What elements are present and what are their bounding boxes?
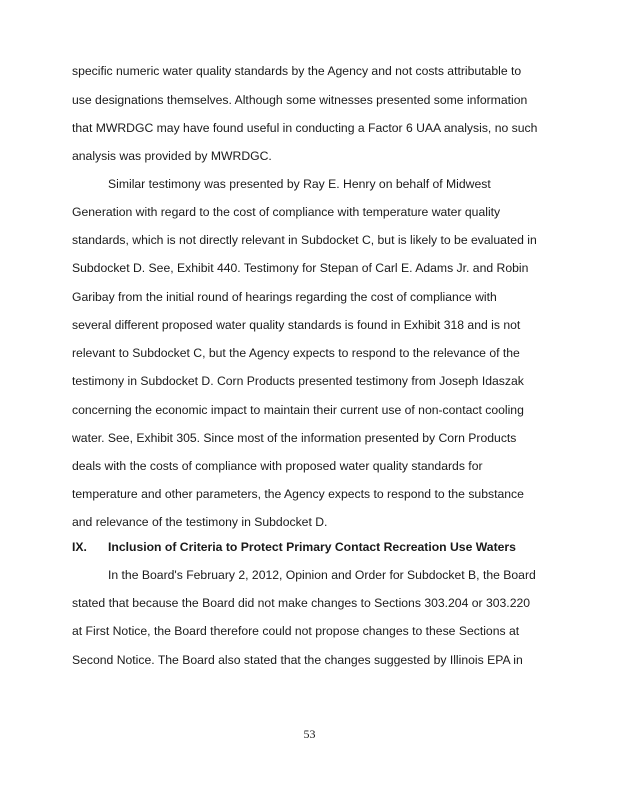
text-line: Subdocket D. See, Exhibit 440. Testimony for Stepan of Carl E. Adams Jr. and Robin (72, 261, 529, 275)
text-line: In the Board's February 2, 2012, Opinion and Order for Subdocket B, the Board (108, 568, 536, 582)
text-line: standards, which is not directly relevant in Subdocket C, but is likely to be evaluated in (72, 233, 537, 247)
text-line: temperature and other parameters, the Agency expects to respond to the substance (72, 487, 524, 501)
section-title: Inclusion of Criteria to Protect Primary Contact Recreation Use Waters (108, 540, 516, 554)
page-number: 53 (303, 727, 316, 741)
text-line: deals with the costs of compliance with proposed water quality standards for (72, 459, 483, 473)
text-line: that MWRDGC may have found useful in conducting a Factor 6 UAA analysis, no such (72, 121, 538, 135)
text-line: Second Notice. The Board also stated that the changes suggested by Illinois EPA in (72, 653, 523, 667)
text-line: Garibay from the initial round of hearings regarding the cost of compliance with (72, 290, 497, 304)
section-number: IX. (72, 540, 87, 554)
text-line: and relevance of the testimony in Subdocket D. (72, 515, 328, 529)
section-heading (72, 540, 516, 554)
text-line: specific numeric water quality standards by the Agency and not costs attributable to (72, 64, 522, 78)
text-line: at First Notice, the Board therefore could not propose changes to these Sections at (72, 624, 520, 638)
text-line: concerning the economic impact to maintain their current use of non-contact cooling (72, 403, 524, 417)
text-line: testimony in Subdocket D. Corn Products presented testimony from Joseph Idaszak (72, 374, 524, 388)
text-line: use designations themselves. Although some witnesses presented some information (72, 93, 528, 107)
text-line: Similar testimony was presented by Ray E. Henry on behalf of Midwest (108, 177, 491, 191)
text-line: stated that because the Board did not make changes to Sections 303.204 or 303.220 (72, 596, 531, 610)
text-line: water. See, Exhibit 305. Since most of the information presented by Corn Products (72, 431, 517, 445)
text-line: analysis was provided by MWRDGC. (72, 149, 272, 163)
text-line: Generation with regard to the cost of compliance with temperature water quality (72, 205, 501, 219)
text-line: relevant to Subdocket C, but the Agency expects to respond to the relevance of the (72, 346, 520, 360)
text-line: several different proposed water quality standards is found in Exhibit 318 and is not (72, 318, 521, 332)
